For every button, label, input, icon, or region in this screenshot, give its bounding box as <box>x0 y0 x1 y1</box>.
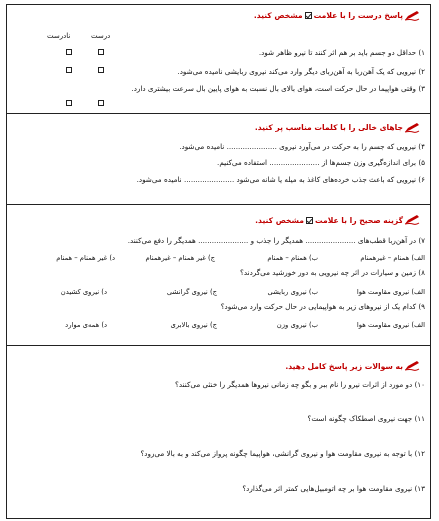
fill-blank-item-5: ۵) برای اندازه‌گیری وزن جسم‌ها از ...................... استفاده می‌کنیم. <box>217 158 425 167</box>
q8-option-d[interactable]: د) نیروی کشیدن <box>60 288 107 296</box>
checkbox-mark-icon <box>305 12 312 19</box>
true-false-item-2: ۲) نیرویی که یک آهن‌ربا به آهن‌ربای دیگر وارد می‌کند نیروی ربایشی نامیده می‌شود. <box>177 67 425 76</box>
q9-option-d[interactable]: د) همه‌ی موارد <box>65 321 107 329</box>
q9-option-b[interactable]: ب) نیروی وزن <box>276 321 318 329</box>
q7-option-a[interactable]: الف) همنام – غیرهمنام <box>360 254 425 262</box>
section3-title: گزینه صحیح را با علامتمشخص کنید. <box>255 216 403 225</box>
q8-option-b[interactable]: ب) نیروی ربایشی <box>267 288 318 296</box>
column-header-false: نادرست <box>47 32 71 40</box>
question-13: ۱۳) نیروی مقاومت هوا بر چه اتومبیل‌هایی کمتر اثر می‌گذارد؟ <box>242 484 425 493</box>
section-divider <box>6 345 431 346</box>
section-divider <box>6 204 431 205</box>
checkbox-mark-icon <box>306 217 313 224</box>
column-header-true: درست <box>91 32 111 40</box>
question-7: ۷) در آهن‌ربا قطب‌های ...................... همدیگر را جذب و ...................... همدیگر را دفع می‌کنند. <box>127 236 425 245</box>
q8-option-a[interactable]: الف) نیروی مقاومت هوا <box>356 288 425 296</box>
true-checkbox-3[interactable] <box>98 100 104 106</box>
q8-option-c[interactable]: ج) نیروی گرانشی <box>166 288 217 296</box>
section2-title: جاهای خالی را با کلمات مناسب پر کنید. <box>254 123 403 132</box>
fill-blank-item-4: ۴) نیرویی که جسم را به حرکت در می‌آورد نیروی ...................... نامیده می‌شود. <box>179 142 425 151</box>
question-9: ۹) کدام یک از نیروهای زیر به هواپیمایی در حال حرکت وارد می‌شود؟ <box>220 302 425 311</box>
q7-option-c[interactable]: ج) غیر همنام – غیرهمنام <box>145 254 215 262</box>
false-checkbox-2[interactable] <box>66 67 72 73</box>
question-11: ۱۱) جهت نیروی اصطکاک چگونه است؟ <box>307 414 425 423</box>
false-checkbox-1[interactable] <box>66 49 72 55</box>
false-checkbox-3[interactable] <box>66 100 72 106</box>
true-false-item-3: ۳) وقتی هواپیما در حال حرکت است، هوای بالای بال نسبت به هوای پایین بال سرعت بیشتری دارد. <box>131 84 425 93</box>
true-false-item-1: ۱) حداقل دو جسم باید بر هم اثر کنند تا نیرو ظاهر شود. <box>258 48 425 57</box>
question-10: ۱۰) دو مورد از اثرات نیرو را نام ببر و بگو چه زمانی نیروها همدیگر را خنثی می‌کنند؟ <box>175 380 425 389</box>
q9-option-a[interactable]: الف) نیروی مقاومت هوا <box>356 321 425 329</box>
pen-icon <box>404 122 420 133</box>
question-8: ۸) زمین و سیارات در اثر چه نیرویی به دور خورشید می‌گردند؟ <box>240 268 425 277</box>
pen-icon <box>404 10 420 21</box>
q7-option-b[interactable]: ب) همنام – همنام <box>267 254 318 262</box>
section1-title: پاسخ درست را با علامتمشخص کنید. <box>253 11 403 20</box>
true-checkbox-1[interactable] <box>98 49 104 55</box>
q7-option-d[interactable]: د) غیر همنام – همنام <box>56 254 115 262</box>
pen-icon <box>404 214 420 225</box>
section4-title: به سوالات زیر پاسخ کامل دهید. <box>285 362 403 371</box>
q9-option-c[interactable]: ج) نیروی بالابری <box>170 321 217 329</box>
true-checkbox-2[interactable] <box>98 67 104 73</box>
question-12: ۱۲) با توجه به نیروی مقاومت هوا و نیروی گرانشی، هواپیما چگونه پرواز می‌کند و به بالا می‌رود؟ <box>140 449 425 458</box>
pen-icon <box>404 360 420 371</box>
section-divider <box>6 113 431 114</box>
fill-blank-item-6: ۶) نیرویی که باعث جذب خرده‌های کاغذ به میله یا شانه می‌شود ...................... نامیده می‌شود. <box>136 175 425 184</box>
